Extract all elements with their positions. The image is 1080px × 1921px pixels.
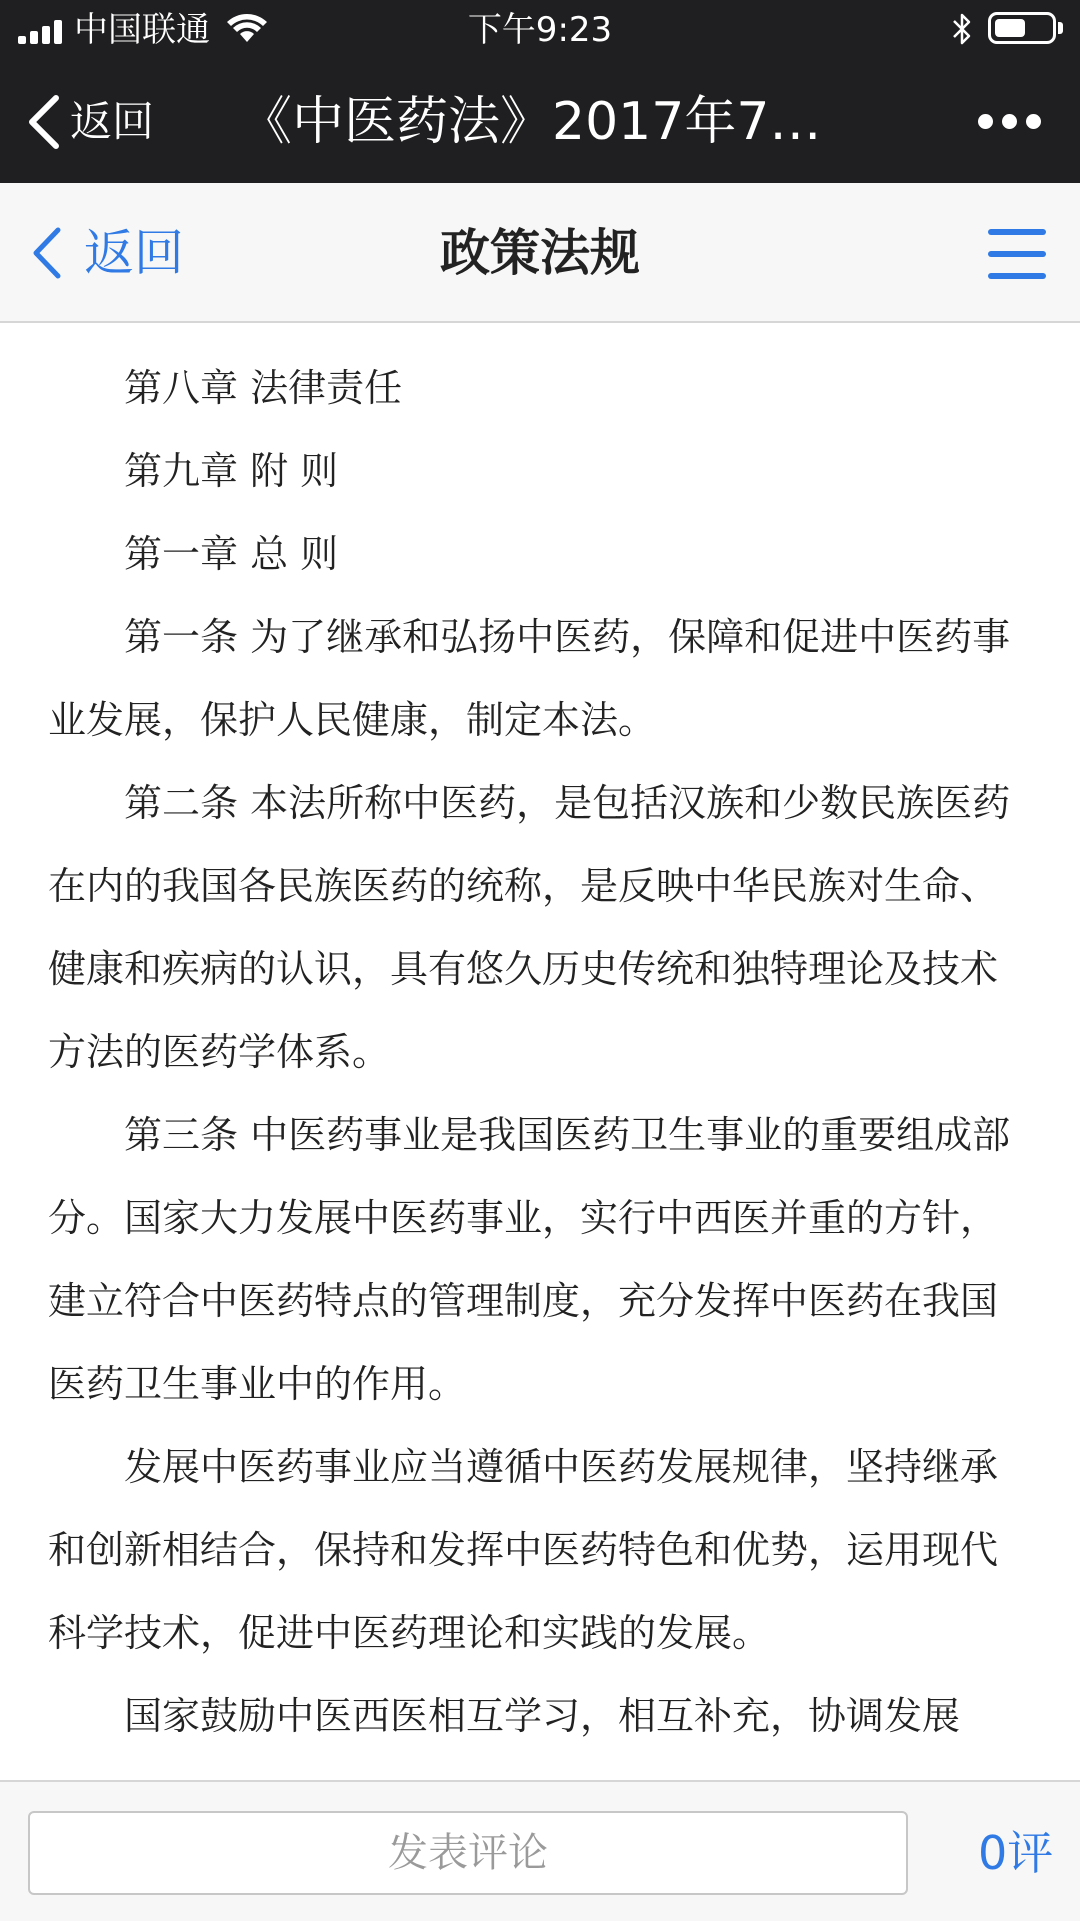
page-back-label: 返回 — [84, 224, 184, 282]
hamburger-menu-icon[interactable] — [988, 229, 1046, 279]
article-paragraph: 第一章 总 则 — [124, 532, 339, 576]
article-body — [48, 347, 1032, 1758]
article-paragraph: 第三条 中医药事业是我国医药卫生事业的重要组成部分。国家大力发展中医药事业，实行中西医并重的方针，建立符合中医药特点的管理制度，充分发挥中医药在我国医药卫生事业中的作用。 — [48, 1113, 1011, 1406]
chevron-left-icon — [26, 94, 60, 150]
comment-count-button[interactable]: 0评 — [978, 1826, 1054, 1880]
article-paragraph: 第八章 法律责任 — [124, 366, 403, 410]
battery-icon — [988, 12, 1056, 44]
page-title: 政策法规 — [440, 224, 640, 282]
article-paragraph: 第九章 附 则 — [124, 449, 339, 493]
wechat-back-label: 返回 — [70, 97, 155, 146]
article-paragraph: 第二条 本法所称中医药，是包括汉族和少数民族医药在内的我国各民族医药的统称，是反映中华民族对生命、健康和疾病的认识，具有悠久历史传统和独特理论及技术方法的医药学体系。 — [48, 781, 1011, 1074]
wechat-back-button[interactable] — [26, 90, 154, 154]
comment-input[interactable] — [28, 1811, 908, 1895]
wechat-page-title: 《中医药法》2017年7… — [240, 92, 822, 152]
battery-level — [995, 19, 1025, 37]
carrier-name: 中国联通 — [74, 10, 210, 50]
battery-tip — [1058, 22, 1063, 34]
article-paragraph: 国家鼓励中医西医相互学习，相互补充，协调发展 — [124, 1694, 961, 1738]
comment-bar — [0, 1780, 1080, 1921]
ellipsis-icon[interactable] — [978, 114, 1042, 130]
status-bar — [0, 0, 1080, 60]
page-header — [0, 183, 1080, 323]
article-paragraph: 第一条 为了继承和弘扬中医药，保障和促进中医药事业发展，保护人民健康，制定本法。 — [48, 615, 1011, 742]
wechat-nav-bar — [0, 60, 1080, 183]
wechat-top-area — [0, 0, 1080, 183]
bluetooth-icon — [950, 12, 974, 46]
article-paragraph: 发展中医药事业应当遵循中医药发展规律，坚持继承和创新相结合，保持和发挥中医药特色和优势，运用现代科学技术，促进中医药理论和实践的发展。 — [48, 1445, 999, 1655]
status-time: 下午9:23 — [467, 10, 613, 50]
